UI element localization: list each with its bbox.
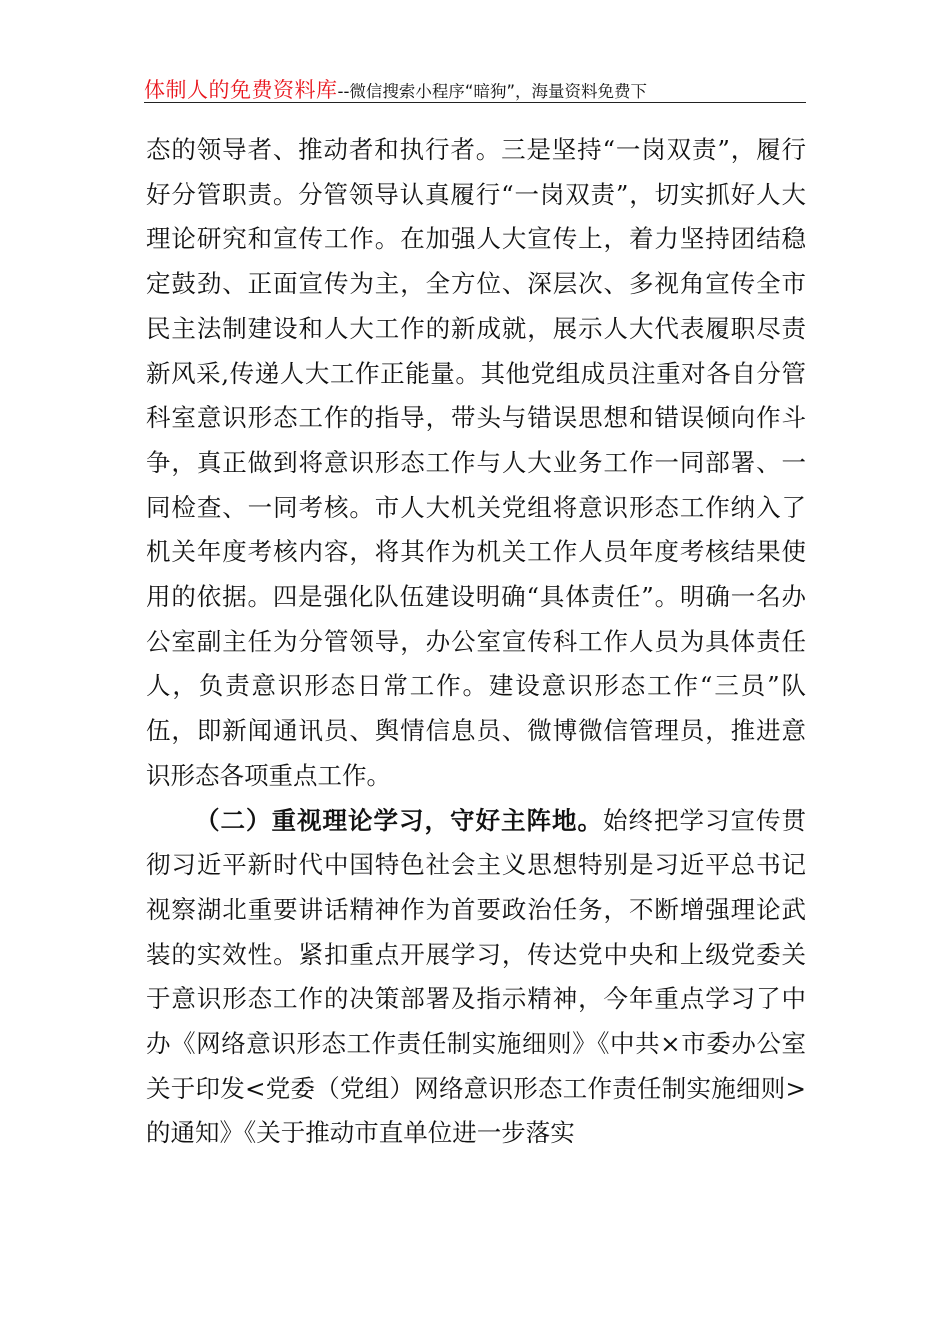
paragraph-continued	[146, 128, 806, 799]
paragraph-section-2	[146, 799, 806, 1157]
section-heading: （二）重视理论学习，守好主阵地。	[195, 805, 603, 835]
page-header	[144, 74, 806, 103]
paragraph-text: 态的领导者、推动者和执行者。三是坚持“一岗双责”，履行好分管职责。分管领导认真履行“一岗双责”，切实抓好人大理论研究和宣传工作。在加强人大宣传上，着力坚持团结稳定鼓劲、正面宣传为主，全方位、深层次、多视角宣传全市民主法制建设和人大工作的新成就，展示人大代表履职尽责新风采,传递人大工作正能量。其他党组成员注重对各自分管科室意识形态工作的指导，带头与错误思想和错误倾向作斗争，真正做到将意识形态工作与人大业务工作一同部署、一同检查、一同考核。市人大机关党组将意识形态工作纳入了机关年度考核内容，将其作为机关工作人员年度考核结果使用的依据。四是强化队伍建设明确“具体责任”。明确一名办公室副主任为分管领导，办公室宣传科工作人员为具体责任人，负责意识形态日常工作。建设意识形态工作“三员”队伍，即新闻通讯员、舆情信息员、微博微信管理员，推进意识形态各项重点工作。	[146, 135, 806, 790]
document-body	[146, 128, 806, 1156]
header-brand: 体制人的免费资料库	[144, 78, 338, 102]
paragraph-text: 始终把学习宣传贯彻习近平新时代中国特色社会主义思想特别是习近平总书记视察湖北重要讲话精神作为首要政治任务，不断增强理论武装的实效性。紧扣重点开展学习，传达党中央和上级党委关于意识形态工作的决策部署及指示精神，今年重点学习了中办《网络意识形态工作责任制实施细则》《中共×市委办公室关于印发<党委（党组）网络意识形态工作责任制实施细则>的通知》《关于推动市直单位进一步落实	[146, 805, 806, 1148]
header-slogan: --微信搜索小程序“暗狗”，海量资料免费下	[337, 82, 648, 101]
